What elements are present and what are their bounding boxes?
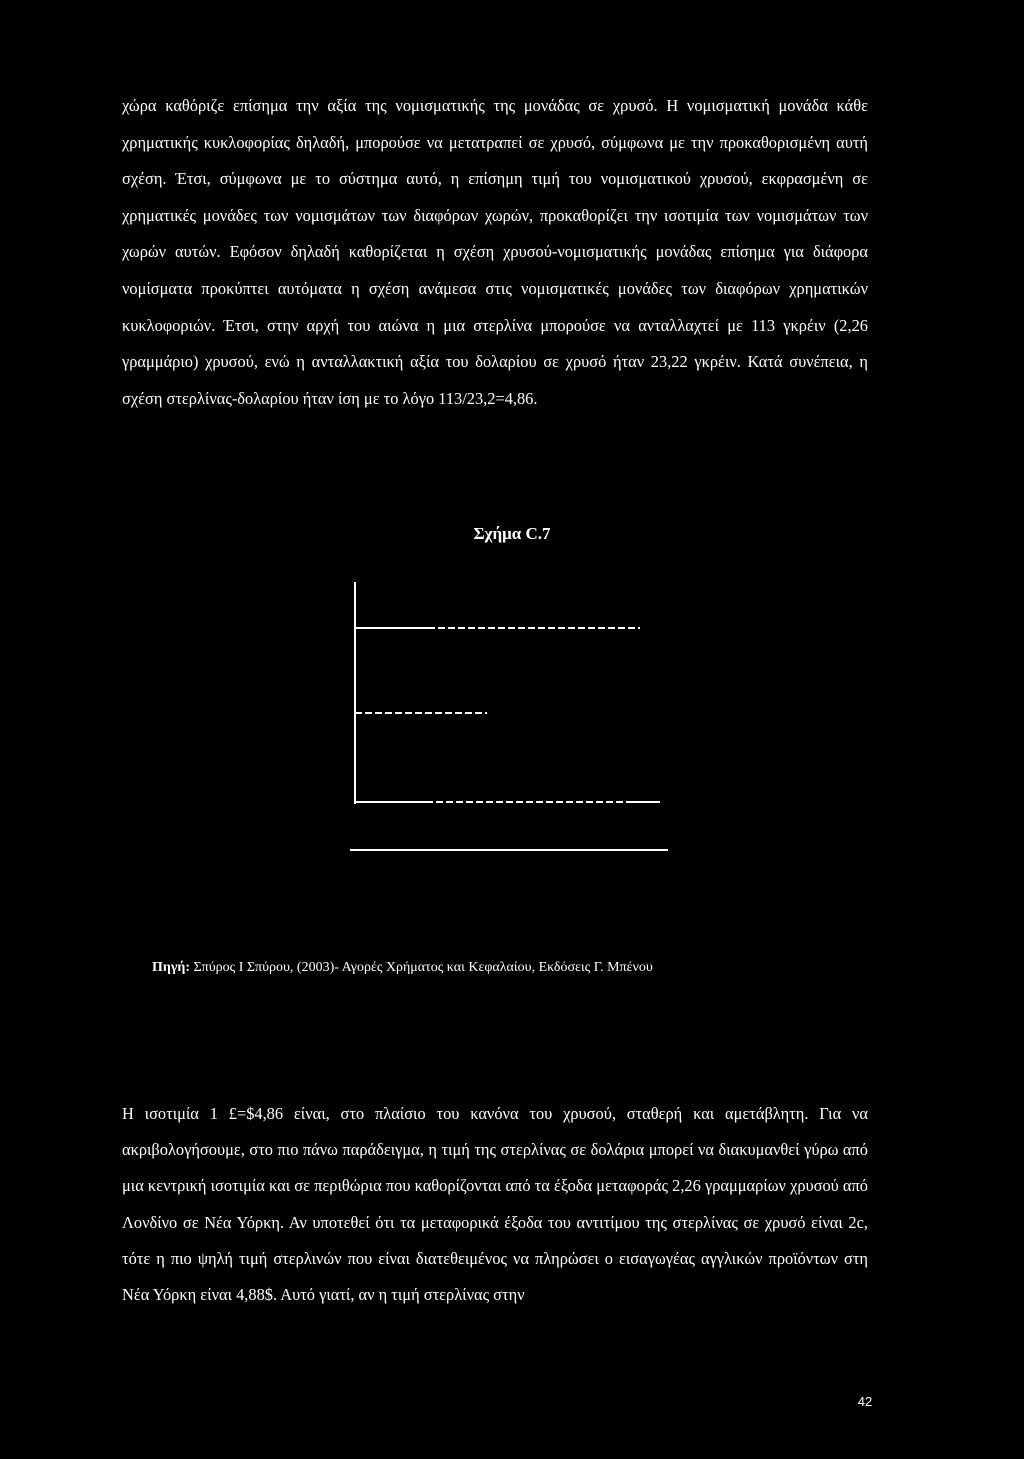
body-paragraph-1: χώρα καθόριζε επίσημα την αξία της νομισματικής της μονάδας σε χρυσό. Η νομισματική μονάδα κάθε χρηματικής κυκλοφορίας δηλαδή, μπορούσε να μετατραπεί σε χρυσό, σύμφωνα με την προκαθορισμένη αυτή σχέση. Έτσι, σύμφωνα με το σύστημα αυτό, η επίσημη τιμή του νομισματικού χρυσού, εκφρασμένη σε χρηματικές μονάδες των νομισμάτων των διαφόρων χωρών, προκαθορίζει την ισοτιμία των νομισμάτων των χωρών αυτών. Εφόσον δηλαδή καθορίζεται η σχέση χρυσού-νομισματικής μονάδας επίσημα για διάφορα νομίσματα προκύπτει αυτόματα η σχέση ανάμεσα στις νομισματικές μονάδες των διαφόρων χρηματικών κυκλοφοριών. Έτσι, στην αρχή του αιώνα η μια στερλίνα μπορούσε να ανταλλαχτεί με 113 γκρέιν (2,26 γραμμάριο) χρυσού, ενώ η ανταλλακτική αξία του δολαρίου σε χρυσό ήταν 23,22 γκρέιν. Κατά συνέπεια, η σχέση στερλίνας-δολαρίου ήταν ίση με το λόγο 113/23,2=4,86. — [122, 96, 868, 408]
source-label: Πηγή: — [152, 960, 191, 975]
figure-diagram — [340, 576, 680, 856]
page-number: 42 — [857, 1394, 873, 1409]
source-line — [152, 958, 872, 978]
source-text: Σπύρος Ι Σπύρου, (2003)- Αγορές Χρήματος και Κεφαλαίου, Εκδόσεις Γ. Μπένου — [193, 960, 653, 975]
figure-title: Σχήμα C.7 — [473, 524, 551, 543]
body-paragraph-2: Η ισοτιμία 1 £=$4,86 είναι, στο πλαίσιο του κανόνα του χρυσού, σταθερή και αμετάβλητη. Για να ακριβολογήσουμε, στο πιο πάνω παράδειγμα, η τιμή της στερλίνας σε δολάρια μπορεί να διακυμανθεί γύρω από μια κεντρική ισοτιμία και σε περιθώρια που καθορίζονται από τα έξοδα μεταφοράς 2,26 γραμμαρίων χρυσού από Λονδίνο σε Νέα Υόρκη. Αν υποτεθεί ότι τα μεταφορικά έξοδα του αντιτίμου της στερλίνας σε χρυσό είναι 2c, τότε η πιο ψηλή τιμή στερλινών που είναι διατεθειμένος να πληρώσει ο εισαγωγέας αγγλικών προϊόντων στη Νέα Υόρκη είναι 4,88$. Αυτό γιατί, αν η τιμή στερλίνας στην — [122, 1104, 868, 1305]
